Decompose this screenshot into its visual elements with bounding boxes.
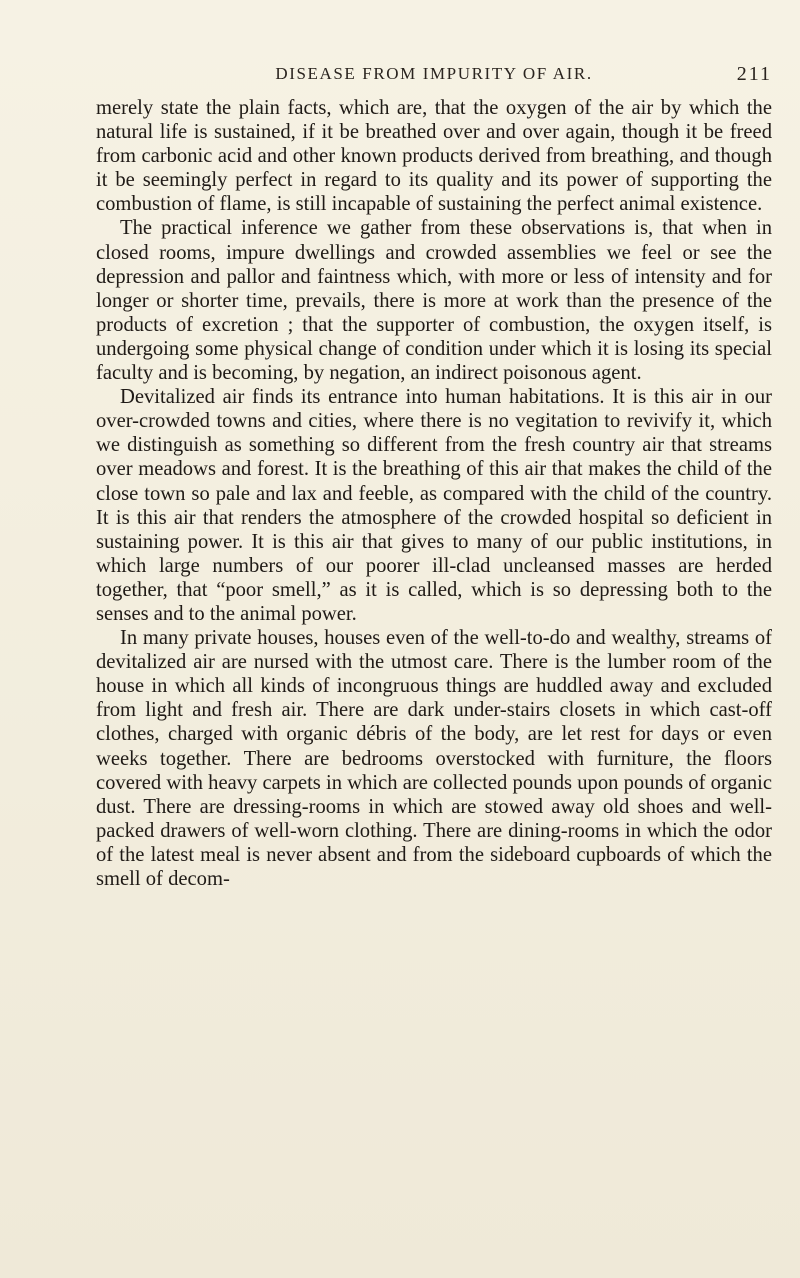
body-text	[96, 96, 772, 891]
paragraph-practical-inference: The practical inference we gather from these observations is, that when in closed rooms, impure dwellings and crowded assemblies we feel or see the depression and pallor and faintness which, with more or less of intensity and for longer or shorter time, prevails, there is more at work than the presence of the products of excretion ; that the supporter of combustion, the oxygen itself, is undergoing some physical change of condition under which it is losing its special faculty and is becoming, by negation, an indirect poisonous agent.	[96, 217, 772, 385]
running-head: DISEASE FROM IMPURITY OF AIR.	[275, 64, 593, 83]
page-number: 211	[736, 63, 772, 85]
paragraph-devitalized-air: Devitalized air finds its entrance into human habitations. It is this air in our over-crowded towns and cities, where there is no vegitation to revivify it, which we distinguish as something so different from the fresh country air that streams over meadows and forest. It is the breathing of this air that makes the child of the close town so pale and lax and feeble, as compared with the child of the country. It is this air that renders the atmosphere of the crowded hospital so deficient in sustaining power. It is this air that gives to many of our public institutions, in which large numbers of our poorer ill-clad uncleansed masses are herded together, that “poor smell,” as it is called, which is so depressing both to the senses and to the animal power.	[96, 386, 772, 625]
paragraph-private-houses: In many private houses, houses even of the well-to-do and wealthy, streams of devitalized air are nursed with the utmost care. There is the lumber room of the house in which all kinds of incongruous things are huddled away and excluded from light and fresh air. There are dark under-stairs closets in which cast-off clothes, charged with organic débris of the body, are let rest for days or even weeks together. There are bedrooms overstocked with furniture, the floors covered with heavy carpets in which are collected pounds upon pounds of organic dust. There are dressing-rooms in which are stowed away old shoes and well-packed drawers of well-worn clothing. There are dining-rooms in which the odor of the latest meal is never absent and from the sideboard cupboards of which the smell of decom-	[96, 627, 772, 890]
page-header	[96, 64, 772, 92]
paragraph-continuation: merely state the plain facts, which are, that the oxygen of the air by which the natural life is sustained, if it be breathed over and over again, though it be freed from carbonic acid and other known products derived from breathing, and though it be seemingly perfect in regard to its quality and its power of supporting the combustion of flame, is still incapable of sustaining the perfect animal existence.	[96, 97, 772, 216]
